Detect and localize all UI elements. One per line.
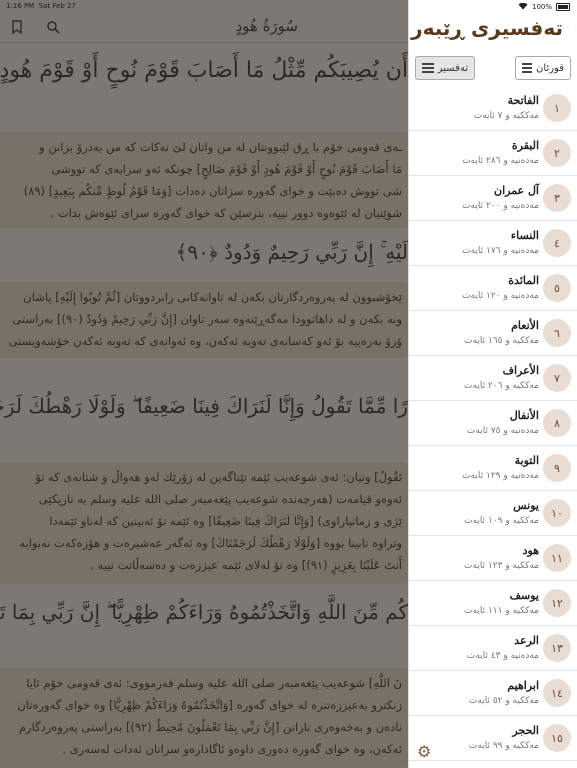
surah-number: ٢ <box>543 139 571 167</box>
surah-number: ٩ <box>543 454 571 482</box>
status-right <box>518 2 570 12</box>
surah-name: التوبة <box>514 454 539 467</box>
surah-number: ٣ <box>543 184 571 212</box>
surah-meta: مەدەنیە و ١٢٠ ئایەت <box>462 291 539 301</box>
surah-number: ١٥ <box>543 724 571 752</box>
quran-button[interactable] <box>515 56 571 80</box>
surah-meta: مەدەنیە و ١٧٦ ئایەت <box>462 246 539 256</box>
surah-name: المائدة <box>508 274 539 287</box>
surah-meta: مەدەنیە و ٤٣ ئایەت <box>466 651 539 661</box>
list-icon <box>522 63 532 73</box>
status-time: 1:16 PM <box>6 2 35 10</box>
surah-number: ٤ <box>543 229 571 257</box>
list-icon <box>422 63 434 73</box>
surah-row[interactable] <box>409 356 577 401</box>
surah-row[interactable] <box>409 536 577 581</box>
gear-icon[interactable]: ⚙ <box>417 742 432 761</box>
surah-meta: مەككیە و ١١١ ئایەت <box>464 606 539 616</box>
surah-number: ١٠ <box>543 499 571 527</box>
surah-meta: مەدەنیە و ٧٥ ئایەت <box>466 426 539 436</box>
surah-row[interactable] <box>409 311 577 356</box>
surah-number: ٨ <box>543 409 571 437</box>
surah-name: الأنفال <box>509 409 539 422</box>
surah-row[interactable] <box>409 131 577 176</box>
surah-row[interactable] <box>409 266 577 311</box>
surah-number: ١٣ <box>543 634 571 662</box>
surah-sidebar <box>408 0 577 768</box>
surah-meta: مەدەنیە و ١٢٩ ئایەت <box>462 471 539 481</box>
surah-row[interactable] <box>409 491 577 536</box>
battery-percent: 100% <box>531 3 552 11</box>
surah-meta: مەككیە و ٩٩ ئایەت <box>468 741 539 751</box>
surah-name: البقرة <box>511 139 539 152</box>
surah-row[interactable] <box>409 626 577 671</box>
surah-meta: مەككیە و ٥٢ ئایەت <box>468 696 539 706</box>
surah-row[interactable] <box>409 401 577 446</box>
surah-row[interactable] <box>409 86 577 131</box>
surah-row[interactable] <box>409 176 577 221</box>
surah-meta: مەككیە و ١٠٩ ئایەت <box>464 516 539 526</box>
surah-meta: مەدەنیە و ٢٠٠ ئایەت <box>462 201 539 211</box>
surah-number: ١١ <box>543 544 571 572</box>
surah-number: ١٤ <box>543 679 571 707</box>
surah-row[interactable] <box>409 581 577 626</box>
surah-row[interactable] <box>409 446 577 491</box>
surah-name: الفاتحة <box>507 94 539 107</box>
surah-meta: مەككیە و ١٢٣ ئایەت <box>464 561 539 571</box>
tafsir-button-label: تەفسیر <box>437 62 468 74</box>
surah-row[interactable] <box>409 671 577 716</box>
status-bar <box>0 0 576 12</box>
surah-meta: مەككیە و ٢٠٦ ئایەت <box>464 381 539 391</box>
surah-name: الحجر <box>512 724 539 737</box>
surah-name: الرعد <box>514 634 539 647</box>
surah-meta: مەككیە و ٧ ئایەت <box>473 111 539 121</box>
surah-name: النساء <box>510 229 539 242</box>
surah-number: ١ <box>543 94 571 122</box>
surah-name: يوسف <box>509 589 539 602</box>
surah-name: ابراهيم <box>507 679 539 692</box>
surah-name: آل عمران <box>493 184 539 197</box>
app-title: تەفسیری ڕێبەر <box>411 16 563 40</box>
surah-row[interactable] <box>409 716 577 761</box>
surah-name: الأنعام <box>511 319 539 332</box>
status-time-date <box>6 2 76 10</box>
surah-name: هود <box>522 544 539 557</box>
surah-list <box>409 86 577 761</box>
tafsir-button[interactable] <box>415 56 475 80</box>
surah-name: الأعراف <box>502 364 539 377</box>
battery-icon <box>556 3 570 11</box>
surah-number: ١٢ <box>543 589 571 617</box>
surah-meta: مەدەنیە و ٢٨٦ ئایەت <box>462 156 539 166</box>
quran-button-label: قورئان <box>536 62 564 74</box>
surah-name: يونس <box>513 499 539 512</box>
surah-row[interactable] <box>409 221 577 266</box>
status-date: Sat Feb 27 <box>38 2 76 10</box>
surah-meta: مەككیە و ١٦٥ ئایەت <box>464 336 539 346</box>
surah-number: ٥ <box>543 274 571 302</box>
wifi-icon <box>518 2 528 12</box>
surah-number: ٧ <box>543 364 571 392</box>
surah-number: ٦ <box>543 319 571 347</box>
